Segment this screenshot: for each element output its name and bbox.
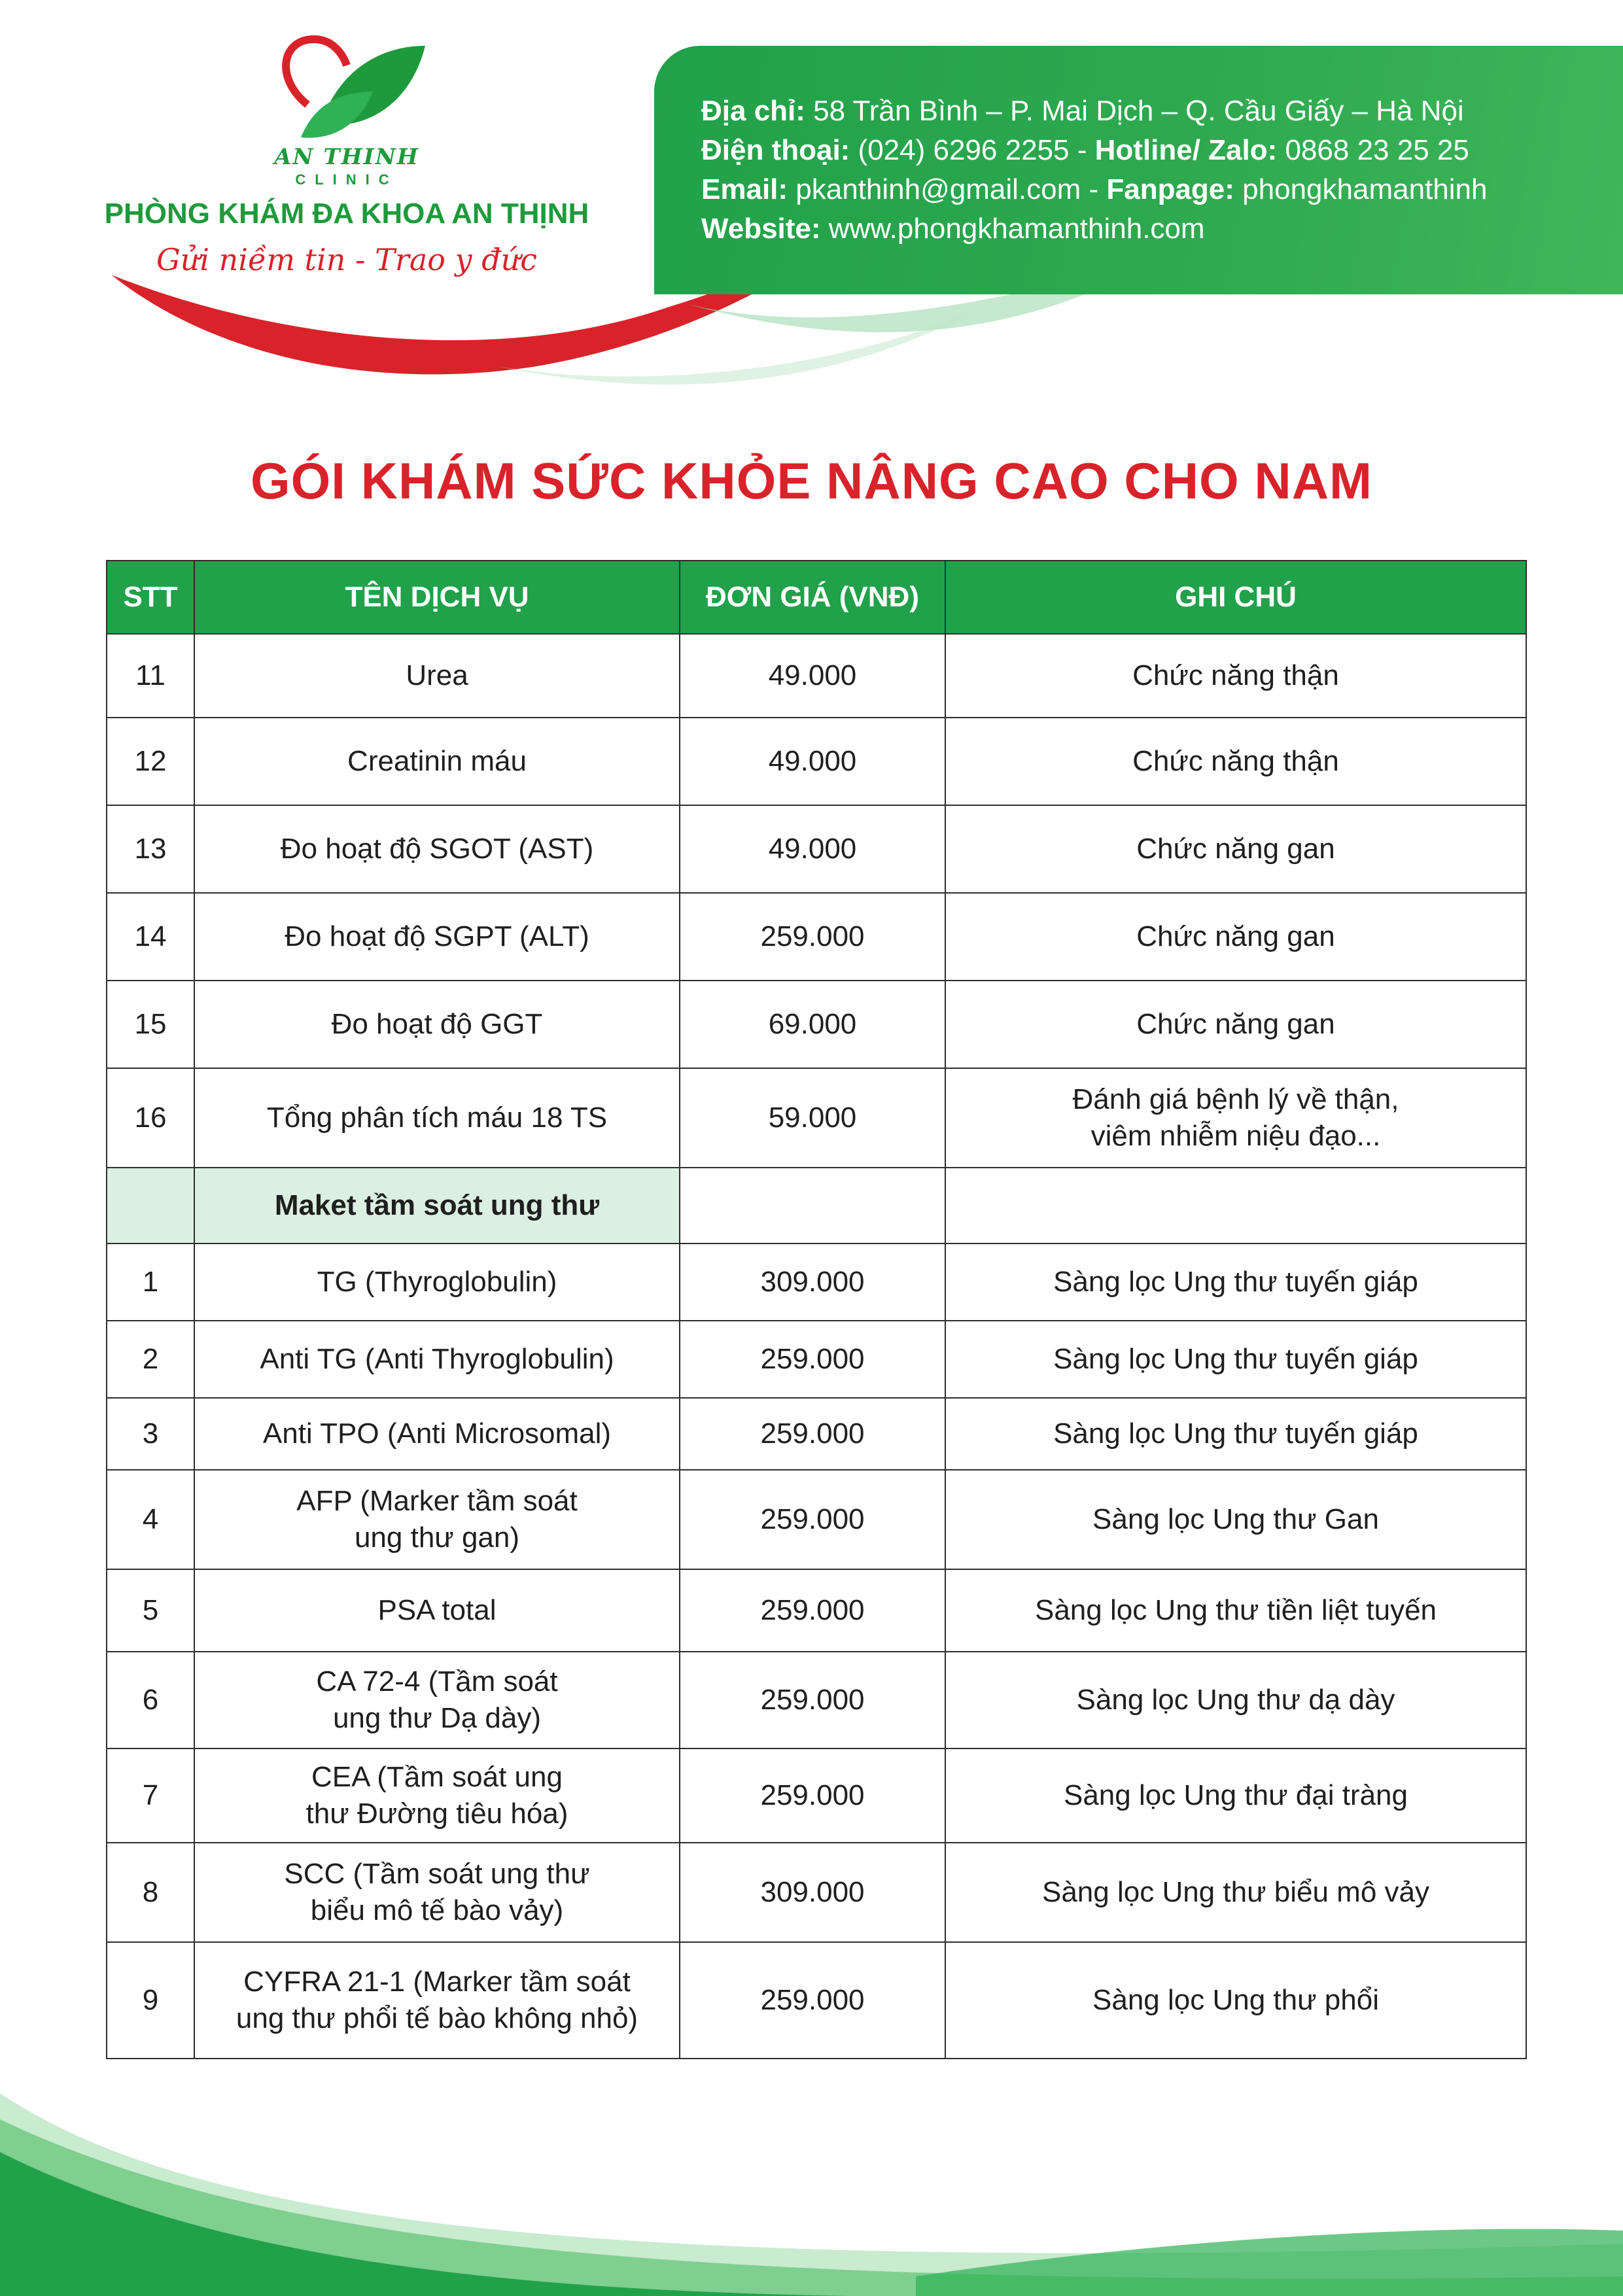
hotline-label: Hotline/ Zalo: [1094,134,1278,166]
note-cell: Sàng lọc Ung thư biểu mô vảy [945,1843,1526,1942]
price-table [106,560,1527,2059]
table-row [107,1068,1526,1168]
table-row [107,1569,1526,1652]
address-label: Địa chỉ: [701,95,805,127]
note-cell: Sàng lọc Ung thư Gan [945,1470,1526,1569]
stt-cell: 4 [107,1470,194,1569]
clinic-slogan: Gửi niềm tin - Trao y đức [156,242,538,277]
service-cell: Đo hoạt độ SGPT (ALT) [194,893,680,981]
stt-cell: 11 [107,634,194,718]
table-row [107,1398,1526,1470]
price-cell: 259.000 [680,1748,945,1843]
table-row [107,805,1526,893]
page-title: GÓI KHÁM SỨC KHỎE NÂNG CAO CHO NAM [250,452,1373,510]
service-cell: Creatinin máu [194,718,680,805]
table-header-row [107,561,1526,634]
stt-cell: 15 [107,981,194,1068]
footer-swoosh-decoration [0,2080,1623,2296]
price-cell: 259.000 [680,1470,945,1569]
service-line: thư Đường tiêu hóa) [305,1798,568,1830]
service-line: ung thư gan) [354,1522,520,1554]
fanpage-label: Fanpage: [1106,173,1234,205]
stt-cell: 5 [107,1569,194,1652]
stt-cell: 1 [107,1244,194,1321]
price-cell: 49.000 [680,718,945,805]
note-cell: Chức năng thận [945,634,1526,718]
service-cell [194,1942,680,2059]
note-cell: Sàng lọc Ung thư tuyến giáp [945,1244,1526,1321]
table-row [107,1244,1526,1321]
column-header-stt: STT [107,561,194,634]
service-cell: Urea [194,634,680,718]
note-cell: Chức năng gan [945,893,1526,981]
website-line [701,209,1604,249]
price-cell: 259.000 [680,1569,945,1652]
table-row [107,893,1526,981]
service-line: ung thư Dạ dày) [332,1702,542,1734]
service-cell [194,1748,680,1843]
contact-info [701,92,1604,249]
phone-label: Điện thoại: [701,134,850,166]
note-cell: Chức năng thận [945,718,1526,805]
price-cell: 59.000 [680,1068,945,1168]
stt-cell: 14 [107,893,194,981]
stt-cell: 6 [107,1652,194,1748]
address-value: 58 Trần Bình – P. Mai Dịch – Q. Cầu Giấy – Hà Nội [805,95,1464,127]
group-empty-cell [945,1168,1526,1244]
table-row [107,1942,1526,2059]
stt-cell: 9 [107,1942,194,2059]
note-cell: Chức năng gan [945,805,1526,893]
table-row [107,718,1526,805]
price-cell: 49.000 [680,805,945,893]
note-line: Đánh giá bệnh lý về thận, [1072,1083,1399,1115]
service-cell [194,1470,680,1569]
email-value: pkanthinh@gmail.com - [788,173,1107,205]
service-line: CYFRA 21-1 (Marker tầm soát [243,1966,631,1998]
service-line: CA 72-4 (Tầm soát [316,1665,558,1697]
group-stt-cell [107,1168,194,1244]
table-row [107,1843,1526,1942]
price-cell: 49.000 [680,634,945,718]
address-line [701,92,1604,131]
stt-cell: 12 [107,718,194,805]
service-line: SCC (Tầm soát ung thư [284,1858,590,1890]
note-cell: Sàng lọc Ung thư dạ dày [945,1652,1526,1748]
price-cell: 259.000 [680,1321,945,1398]
stt-cell: 8 [107,1843,194,1942]
table-row [107,981,1526,1068]
stt-cell: 7 [107,1748,194,1843]
note-line: viêm nhiễm niệu đạo... [1091,1120,1381,1152]
price-cell: 259.000 [680,1398,945,1470]
price-cell: 69.000 [680,981,945,1068]
email-line [701,170,1604,209]
service-cell [194,1843,680,1942]
note-cell: Chức năng gan [945,981,1526,1068]
service-cell: Anti TPO (Anti Microsomal) [194,1398,680,1470]
table-row [107,634,1526,718]
phone-value: (024) 6296 2255 - [850,134,1095,166]
table-row [107,1470,1526,1569]
clinic-name: PHÒNG KHÁM ĐA KHOA AN THỊNH [104,198,589,230]
note-cell: Sàng lọc Ung thư tuyến giáp [945,1321,1526,1398]
column-header-price: ĐƠN GIÁ (VNĐ) [680,561,945,634]
column-header-service: TÊN DỊCH VỤ [194,561,680,634]
service-cell: Anti TG (Anti Thyroglobulin) [194,1321,680,1398]
group-empty-cell [680,1168,945,1244]
logo-subtitle: CLINIC [295,171,398,188]
stt-cell: 3 [107,1398,194,1470]
table-row [107,1321,1526,1398]
service-cell [194,1652,680,1748]
price-cell: 309.000 [680,1843,945,1942]
group-label: Maket tầm soát ung thư [194,1168,680,1244]
phone-line [701,131,1604,170]
service-line: AFP (Marker tầm soát [296,1485,578,1517]
stt-cell: 2 [107,1321,194,1398]
clinic-logo [39,26,641,334]
logo-wordmark: AN THINH [274,144,419,170]
note-cell: Sàng lọc Ung thư đại tràng [945,1748,1526,1843]
service-cell: Đo hoạt độ SGOT (AST) [194,805,680,893]
column-header-note: GHI CHÚ [945,561,1526,634]
price-cell: 259.000 [680,1942,945,2059]
stt-cell: 13 [107,805,194,893]
note-cell [945,1068,1526,1168]
service-line: CEA (Tầm soát ung [311,1761,563,1793]
price-cell: 259.000 [680,1652,945,1748]
price-cell: 259.000 [680,893,945,981]
table-row [107,1748,1526,1843]
group-row [107,1168,1526,1244]
note-cell: Sàng lọc Ung thư tiền liệt tuyến [945,1569,1526,1652]
note-cell: Sàng lọc Ung thư phổi [945,1942,1526,2059]
stt-cell: 16 [107,1068,194,1168]
fanpage-value: phongkhamanthinh [1234,173,1488,205]
service-cell: Đo hoạt độ GGT [194,981,680,1068]
service-line: biểu mô tế bào vảy) [310,1894,564,1926]
hotline-value: 0868 23 25 25 [1277,134,1469,166]
service-cell: Tổng phân tích máu 18 TS [194,1068,680,1168]
website-label: Website: [701,213,821,245]
service-cell: PSA total [194,1569,680,1652]
service-line: ung thư phổi tế bào không nhỏ) [236,2002,638,2034]
email-label: Email: [701,173,788,205]
service-cell: TG (Thyroglobulin) [194,1244,680,1321]
heart-leaf-logo-icon [262,26,432,157]
price-cell: 309.000 [680,1244,945,1321]
table-row [107,1652,1526,1748]
website-value: www.phongkhamanthinh.com [820,213,1205,245]
note-cell: Sàng lọc Ung thư tuyến giáp [945,1398,1526,1470]
